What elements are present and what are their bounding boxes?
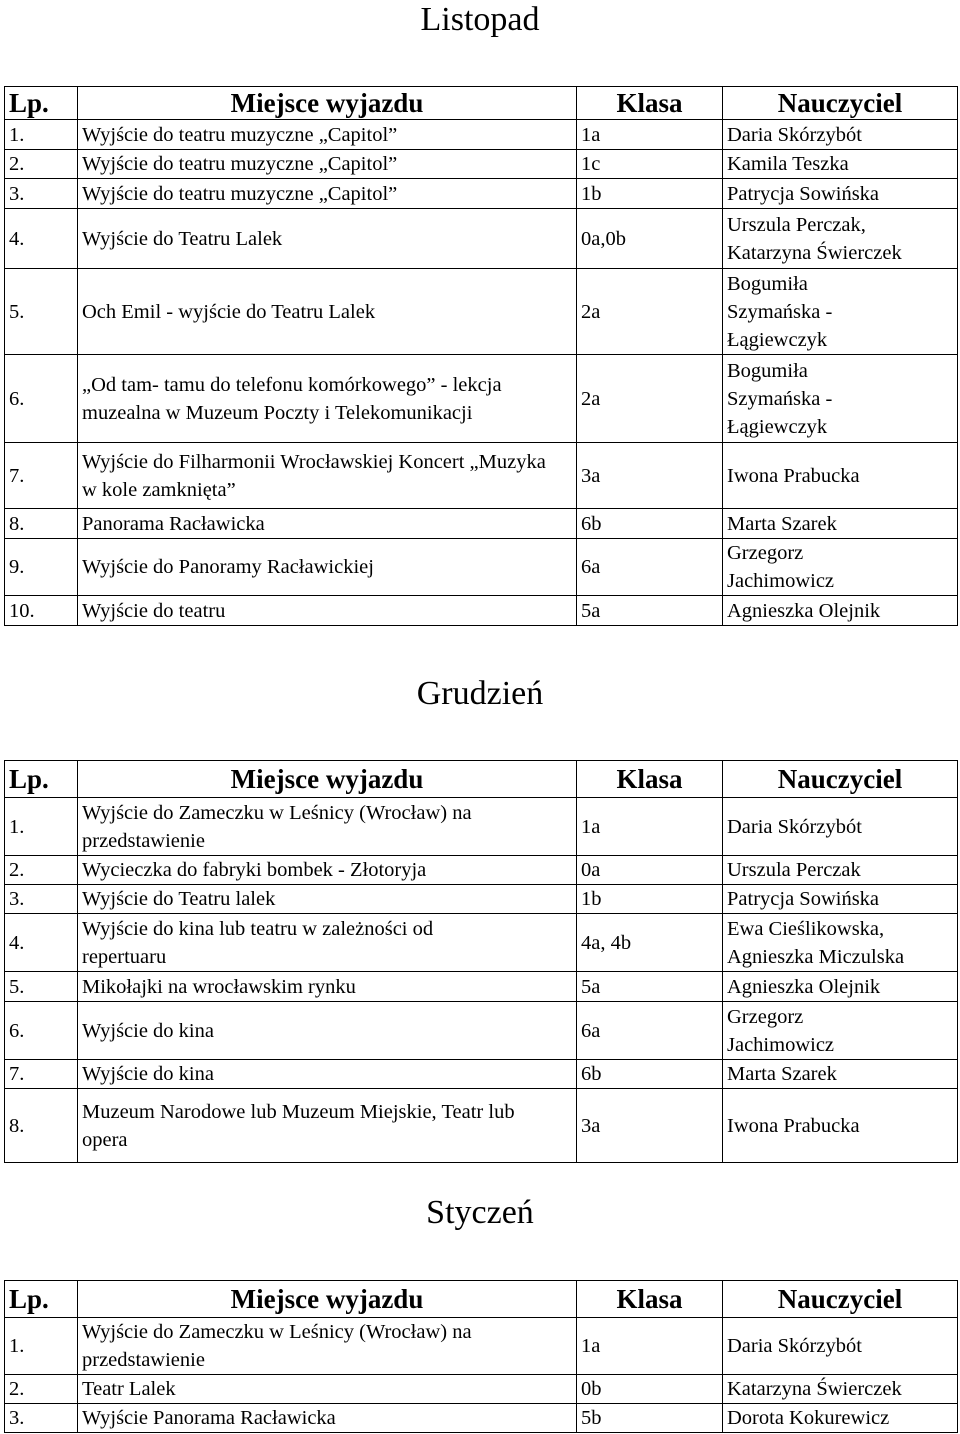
row-teacher: Daria Skórzybót	[723, 1318, 958, 1375]
row-number: 6.	[5, 1002, 78, 1060]
row-place: Wyjście do kina	[78, 1060, 577, 1089]
table-row	[5, 209, 958, 269]
row-teacher: Bogumiła Szymańska - Łągiewczyk	[723, 355, 958, 443]
row-place: Wyjście do Teatru lalek	[78, 885, 577, 914]
row-teacher: Katarzyna Świerczek	[723, 1375, 958, 1404]
row-class: 2a	[577, 355, 723, 443]
row-number: 6.	[5, 355, 78, 443]
row-class: 0a	[577, 856, 723, 885]
row-number: 3.	[5, 1404, 78, 1433]
schedule-table-listopad	[4, 86, 958, 626]
header-class: Klasa	[577, 1281, 723, 1318]
row-class: 1b	[577, 885, 723, 914]
row-teacher: Bogumiła Szymańska - Łągiewczyk	[723, 269, 958, 355]
row-class: 3a	[577, 443, 723, 509]
row-teacher: Grzegorz Jachimowicz	[723, 1002, 958, 1060]
row-teacher: Iwona Prabucka	[723, 1089, 958, 1163]
row-place: Och Emil - wyjście do Teatru Lalek	[78, 269, 577, 355]
row-place: Wyjście do Filharmonii Wrocławskiej Koncert „Muzyka w kole zamknięta”	[78, 443, 577, 509]
row-class: 4a, 4b	[577, 914, 723, 972]
table-header-row	[5, 1281, 958, 1318]
month-title-styczen: Styczeń	[426, 1194, 534, 1231]
table-row	[5, 355, 958, 443]
row-teacher: Marta Szarek	[723, 509, 958, 539]
row-number: 8.	[5, 1089, 78, 1163]
table-row	[5, 972, 958, 1002]
row-number: 1.	[5, 1318, 78, 1375]
row-class: 1a	[577, 120, 723, 150]
row-number: 8.	[5, 509, 78, 539]
row-class: 6a	[577, 1002, 723, 1060]
table-row	[5, 1375, 958, 1404]
row-place: Panorama Racławicka	[78, 509, 577, 539]
header-teacher: Nauczyciel	[723, 761, 958, 798]
table-row	[5, 269, 958, 355]
month-title-listopad: Listopad	[420, 1, 540, 38]
row-number: 7.	[5, 1060, 78, 1089]
row-teacher: Urszula Perczak	[723, 856, 958, 885]
row-teacher: Daria Skórzybót	[723, 120, 958, 150]
header-place: Miejsce wyjazdu	[78, 761, 577, 798]
table-row	[5, 1318, 958, 1375]
row-place: Wycieczka do fabryki bombek - Złotoryja	[78, 856, 577, 885]
table-row	[5, 914, 958, 972]
table-row	[5, 1002, 958, 1060]
header-lp: Lp.	[5, 1281, 78, 1318]
row-teacher: Agnieszka Olejnik	[723, 596, 958, 626]
row-place: Wyjście do Zameczku w Leśnicy (Wrocław) na przedstawienie	[78, 1318, 577, 1375]
row-place: Teatr Lalek	[78, 1375, 577, 1404]
row-class: 5b	[577, 1404, 723, 1433]
row-number: 2.	[5, 856, 78, 885]
row-class: 6a	[577, 539, 723, 596]
header-teacher: Nauczyciel	[723, 1281, 958, 1318]
row-class: 5a	[577, 596, 723, 626]
row-teacher: Ewa Cieślikowska, Agnieszka Miczulska	[723, 914, 958, 972]
table-header-row	[5, 761, 958, 798]
row-place: Wyjście do teatru muzyczne „Capitol”	[78, 120, 577, 150]
table-row	[5, 798, 958, 856]
row-number: 1.	[5, 120, 78, 150]
row-place: Wyjście do kina	[78, 1002, 577, 1060]
row-place: Wyjście do teatru muzyczne „Capitol”	[78, 150, 577, 179]
row-number: 4.	[5, 914, 78, 972]
row-place: Wyjście do kina lub teatru w zależności od repertuaru	[78, 914, 577, 972]
table-row	[5, 179, 958, 209]
row-teacher: Patrycja Sowińska	[723, 179, 958, 209]
row-class: 0b	[577, 1375, 723, 1404]
row-number: 4.	[5, 209, 78, 269]
row-place: Wyjście Panorama Racławicka	[78, 1404, 577, 1433]
table-row	[5, 539, 958, 596]
table-row	[5, 1060, 958, 1089]
row-teacher: Grzegorz Jachimowicz	[723, 539, 958, 596]
header-lp: Lp.	[5, 761, 78, 798]
row-number: 5.	[5, 972, 78, 1002]
row-number: 1.	[5, 798, 78, 856]
row-teacher: Marta Szarek	[723, 1060, 958, 1089]
header-place: Miejsce wyjazdu	[78, 1281, 577, 1318]
row-class: 1c	[577, 150, 723, 179]
month-title-grudzien: Grudzień	[416, 675, 544, 712]
row-number: 2.	[5, 1375, 78, 1404]
row-place: Wyjście do teatru muzyczne „Capitol”	[78, 179, 577, 209]
table-row	[5, 509, 958, 539]
row-place: Mikołajki na wrocławskim rynku	[78, 972, 577, 1002]
row-teacher: Dorota Kokurewicz	[723, 1404, 958, 1433]
row-teacher: Kamila Teszka	[723, 150, 958, 179]
row-number: 10.	[5, 596, 78, 626]
table-row	[5, 150, 958, 179]
row-teacher: Patrycja Sowińska	[723, 885, 958, 914]
row-place: Wyjście do Teatru Lalek	[78, 209, 577, 269]
row-number: 7.	[5, 443, 78, 509]
header-teacher: Nauczyciel	[723, 87, 958, 120]
row-class: 1a	[577, 798, 723, 856]
row-teacher: Daria Skórzybót	[723, 798, 958, 856]
row-teacher: Iwona Prabucka	[723, 443, 958, 509]
table-row	[5, 1404, 958, 1433]
row-class: 0a,0b	[577, 209, 723, 269]
table-row	[5, 120, 958, 150]
row-teacher: Urszula Perczak, Katarzyna Świerczek	[723, 209, 958, 269]
row-place: Wyjście do Zameczku w Leśnicy (Wrocław) na przedstawienie	[78, 798, 577, 856]
row-number: 3.	[5, 179, 78, 209]
table-header-row	[5, 87, 958, 120]
header-place: Miejsce wyjazdu	[78, 87, 577, 120]
row-class: 6b	[577, 1060, 723, 1089]
row-class: 3a	[577, 1089, 723, 1163]
row-class: 1a	[577, 1318, 723, 1375]
schedule-table-grudzien	[4, 760, 958, 1163]
header-class: Klasa	[577, 87, 723, 120]
row-class: 5a	[577, 972, 723, 1002]
row-number: 2.	[5, 150, 78, 179]
schedule-table-styczen	[4, 1280, 958, 1433]
row-place: Muzeum Narodowe lub Muzeum Miejskie, Teatr lub opera	[78, 1089, 577, 1163]
row-class: 6b	[577, 509, 723, 539]
row-class: 2a	[577, 269, 723, 355]
row-number: 9.	[5, 539, 78, 596]
table-row	[5, 885, 958, 914]
row-number: 5.	[5, 269, 78, 355]
row-teacher: Agnieszka Olejnik	[723, 972, 958, 1002]
row-place: „Od tam- tamu do telefonu komórkowego” - lekcja muzealna w Muzeum Poczty i Telekomunikacji	[78, 355, 577, 443]
header-lp: Lp.	[5, 87, 78, 120]
table-row	[5, 596, 958, 626]
row-place: Wyjście do Panoramy Racławickiej	[78, 539, 577, 596]
table-row	[5, 856, 958, 885]
table-row	[5, 1089, 958, 1163]
row-number: 3.	[5, 885, 78, 914]
row-class: 1b	[577, 179, 723, 209]
row-place: Wyjście do teatru	[78, 596, 577, 626]
header-class: Klasa	[577, 761, 723, 798]
table-row	[5, 443, 958, 509]
